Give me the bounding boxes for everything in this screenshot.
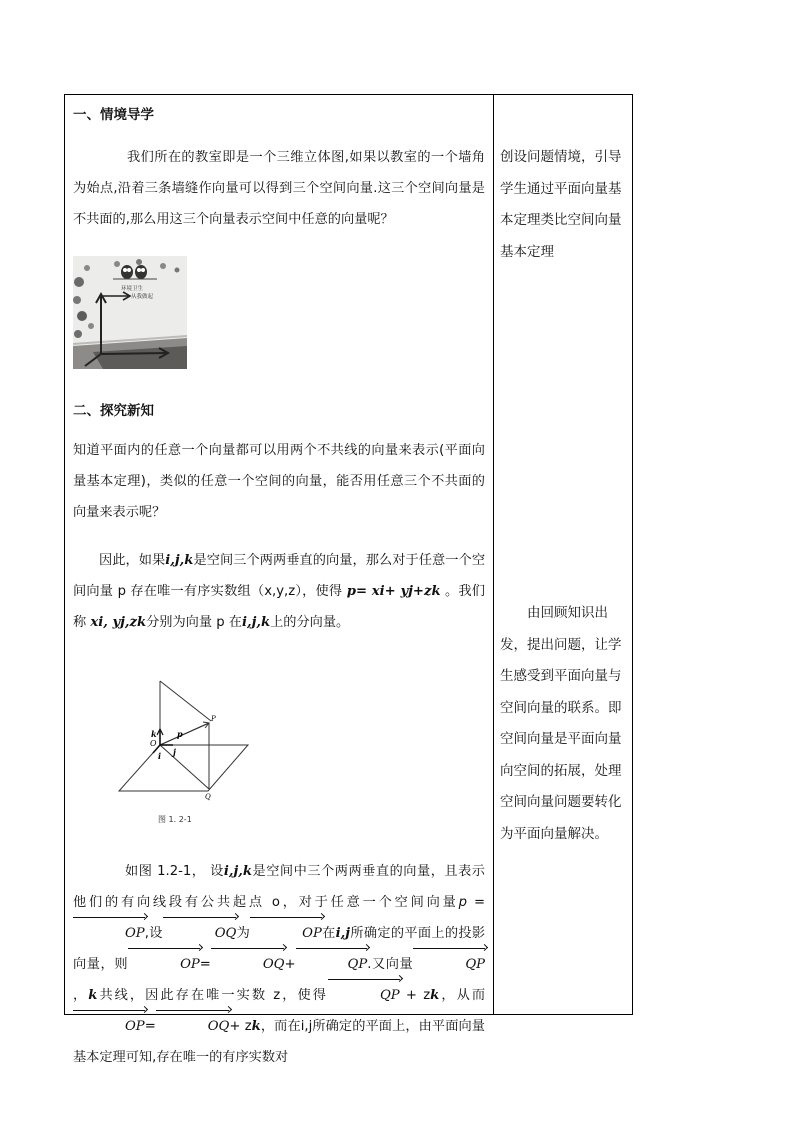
vector-ijk: i,j,k [165, 553, 194, 568]
text-run: 如图 1.2-1， 设 [125, 864, 224, 879]
vector-OQ: OQ [163, 918, 237, 949]
paragraph-situation: 我们所在的教室即是一个三维立体图,如果以教室的一个墙角为始点,沿着三条墙缝作向量可以得到三个空间向量.这三个空间向量是不共面的,那么用这三个向量表示空间中任意的向量呢？ [73, 150, 485, 227]
paragraph-proof [73, 856, 485, 1073]
paragraph-explore: 知道平面内的任意一个向量都可以用两个不共线的向量来表示(平面向量基本定理)，类似的任意一个空间的向量，能否用任意三个不共面的向量来表示呢？ [73, 443, 485, 520]
figure-caption: 图 1. 2-1 [158, 815, 192, 824]
vector-k: k [88, 988, 98, 1003]
vector-QP: QP [328, 980, 400, 1011]
text-run: 分别为向量 p 在 [146, 615, 242, 630]
vector-OQ: OQ [156, 1011, 230, 1042]
text-run: 是空间三个两两垂直的向量，那么对于任意一个空间向量 p 存在唯一有序实数组（x,y,z），使得 [73, 553, 486, 599]
side-column [494, 95, 633, 1014]
text-run: 是空间中三个两两垂直的向量，且表示他们的有向线段有公共起点 o，对于任意一个空间向量 [73, 864, 485, 910]
section-title-1: 一、情境导学 [73, 107, 154, 123]
side-note-design: 创设问题情境，引导学生通过平面向量基本定理类比空间向量基本定理 [500, 149, 622, 260]
vector-OP: OP [73, 1011, 145, 1042]
decomposition-equation: p= xi+ yj+zk [346, 584, 441, 599]
equals-sign: = [144, 1019, 156, 1034]
main-column [65, 95, 493, 1065]
label-O: O [150, 739, 157, 748]
p-equals: p = [458, 895, 485, 910]
text-run: 上的分向量。 [270, 615, 350, 630]
label-i: i [158, 751, 162, 761]
vector-diagram [113, 673, 313, 833]
text-run: 在 [321, 926, 336, 941]
text-run: 所确定的平面上的投影向量，则 [73, 926, 486, 972]
lesson-table [64, 94, 633, 1065]
label-P: P [211, 715, 216, 723]
label-k: k [151, 729, 157, 739]
vector-ijk: i,j,k [223, 864, 252, 879]
text-run: ， [73, 988, 89, 1003]
text-run: 。我们称 [73, 584, 485, 630]
text-run: 因此，如果 [99, 553, 166, 568]
wall-corner-image [73, 256, 187, 369]
vector-QP: QP [413, 949, 485, 980]
figure-1-2-1 [113, 673, 313, 833]
vector-OP: OP [250, 918, 322, 949]
text-run: + z [399, 988, 431, 1003]
vector-ijk: i,j,k [242, 615, 271, 630]
vector-OP: OP [73, 918, 145, 949]
vector-ij: i,j [335, 926, 351, 941]
vector-QP: QP [296, 949, 368, 980]
text-run: ，而在i,j所确定的平面上，由平面向量基本定理可知,存在唯一的有序实数对 [73, 1019, 485, 1065]
equals-sign: = [199, 957, 211, 972]
vector-k: k [251, 1019, 261, 1034]
text-run: + z [229, 1019, 252, 1034]
section-title-2: 二、探究新知 [73, 403, 154, 419]
text-run: .又向量 [367, 957, 414, 972]
text-run: ，从而 [439, 988, 486, 1003]
sign-text-2: 从我做起 [131, 294, 154, 300]
plus-sign: + [284, 957, 296, 972]
side-note-review: 由回顾知识出发，提出问题，让学生感受到平面向量与空间向量的联系。即空间向量是平面向量向空间的拓展，处理空间向量问题要转化为平面向量解决。 [500, 605, 622, 842]
vector-OQ: OQ [211, 949, 285, 980]
vector-k: k [430, 988, 440, 1003]
text-run: ,设 [144, 926, 163, 941]
label-p: p [177, 729, 183, 739]
label-j: j [173, 747, 176, 757]
classroom-photo [73, 256, 187, 369]
vector-OP: OP [128, 949, 200, 980]
text-run: 为 [236, 926, 251, 941]
text-run: 共线，因此存在唯一实数 z，使得 [97, 988, 328, 1003]
sign-text-1: 环境卫生 [121, 286, 144, 292]
component-vectors: xi, yj,zk [90, 615, 147, 630]
paragraph-theorem [73, 545, 485, 638]
label-Q: Q [205, 793, 211, 801]
